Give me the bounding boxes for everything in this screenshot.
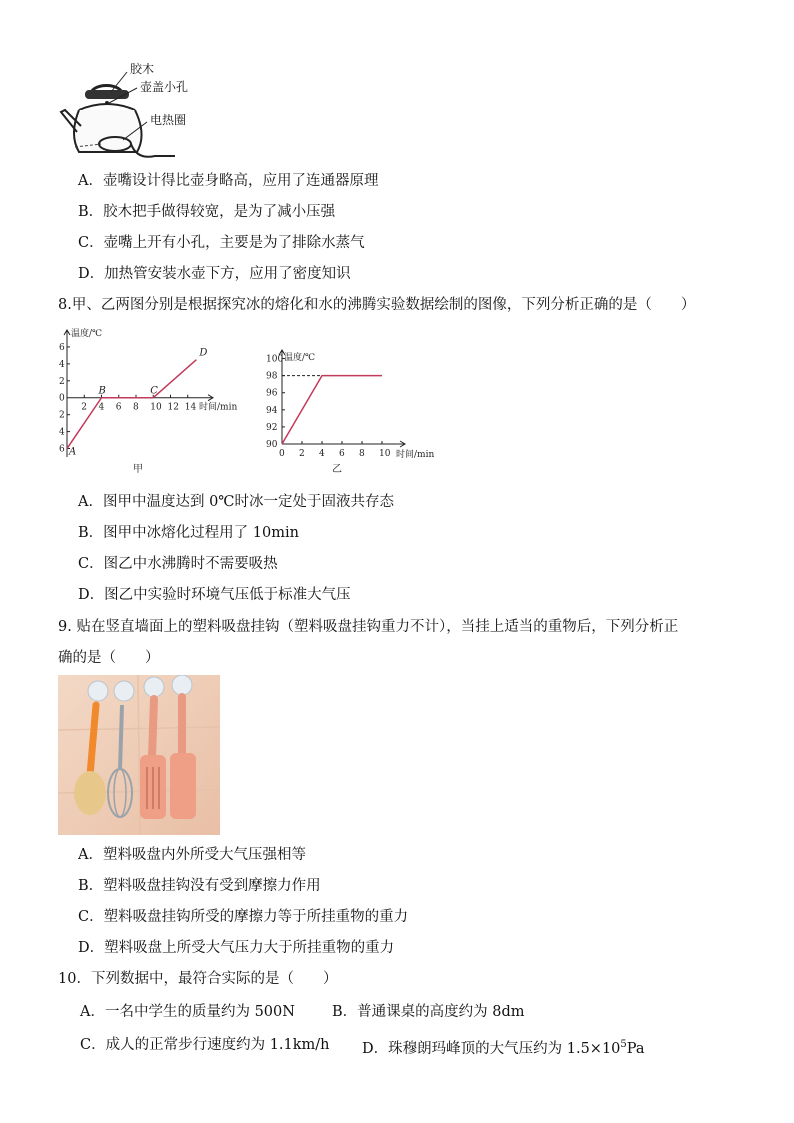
x-tick-label: 8 bbox=[133, 402, 139, 413]
q9-stem-line1: 9. 贴在竖直墙面上的塑料吸盘挂钩（塑料吸盘挂钩重力不计），当挂上适当的重物后，下列分析正 bbox=[58, 619, 679, 635]
y-tick-label: 4 bbox=[59, 359, 65, 370]
y-tick-label: 92 bbox=[266, 422, 278, 433]
q8-stem: 8.甲、乙两图分别是根据探究冰的熔化和水的沸腾实验数据绘制的图像，下列分析正确的是（ ） bbox=[58, 297, 696, 313]
q7-option-b: B．胶木把手做得较宽，是为了减小压强 bbox=[78, 204, 336, 220]
label-coil: 电热圈 bbox=[150, 113, 187, 127]
chart-caption: 乙 bbox=[332, 464, 342, 475]
suction-hooks-photo bbox=[58, 675, 220, 835]
q7-option-c: C．壶嘴上开有小孔，主要是为了排除水蒸气 bbox=[78, 235, 365, 251]
q9-stem-line2: 确的是（ ） bbox=[58, 650, 160, 666]
x-tick-label: 4 bbox=[98, 402, 105, 413]
q8-option-b: B．图甲中冰熔化过程用了 10min bbox=[78, 525, 299, 541]
x-tick-label: 10 bbox=[379, 449, 391, 459]
y-tick-label: 94 bbox=[266, 405, 278, 416]
q10-option-b: B．普通课桌的高度约为 8dm bbox=[332, 1004, 525, 1020]
q7-option-d: D．加热管安装水壶下方，应用了密度知识 bbox=[78, 266, 351, 282]
q9-option-c: C．塑料吸盘挂钩所受的摩擦力等于所挂重物的重力 bbox=[78, 909, 409, 925]
y-tick-label: 0 bbox=[59, 393, 65, 404]
q8-option-d: D．图乙中实验时环境气压低于标准大气压 bbox=[78, 587, 351, 603]
x-tick-label: 4 bbox=[319, 449, 325, 459]
q9-option-a: A．塑料吸盘内外所受大气压强相等 bbox=[78, 847, 306, 863]
x-tick-label: 2 bbox=[299, 449, 305, 459]
x-tick-label: 6 bbox=[115, 402, 122, 413]
q10-option-c: C．成人的正常步行速度约为 1.1km/h bbox=[80, 1037, 330, 1053]
q7-option-a: A．壶嘴设计得比壶身略高，应用了连通器原理 bbox=[78, 173, 379, 189]
chart-yi bbox=[262, 344, 447, 475]
point-label: B bbox=[98, 385, 106, 397]
y-tick-label: 4 bbox=[59, 427, 65, 438]
q9-option-d: D．塑料吸盘上所受大气压力大于所挂重物的重力 bbox=[78, 940, 395, 956]
q10-option-d bbox=[362, 1035, 645, 1059]
chart-caption: 甲 bbox=[133, 464, 143, 475]
q10-stem: 10．下列数据中，最符合实际的是（ ） bbox=[58, 971, 338, 987]
y-tick-label: 100 bbox=[266, 354, 284, 365]
q8-option-a: A．图甲中温度达到 0℃时冰一定处于固液共存态 bbox=[78, 494, 395, 510]
q8-option-c: C．图乙中水沸腾时不需要吸热 bbox=[78, 556, 278, 572]
chart-jia bbox=[55, 322, 255, 475]
q9-option-b: B．塑料吸盘挂钩没有受到摩擦力作用 bbox=[78, 878, 321, 894]
q10-option-d-text: D．珠穆朗玛峰顶的大气压约为 1.5×10 bbox=[362, 1040, 621, 1057]
x-tick-label: 6 bbox=[339, 449, 345, 459]
y-tick-label: 6 bbox=[59, 342, 65, 353]
y-tick-label: 98 bbox=[266, 371, 278, 382]
point-label: D bbox=[199, 347, 208, 359]
x-tick-label: 8 bbox=[359, 449, 365, 459]
q10-option-d-exponent: 5 bbox=[620, 1039, 627, 1050]
x-axis-label: 时间/min bbox=[199, 402, 238, 413]
x-axis-label: 时间/min bbox=[396, 450, 435, 460]
point-label: C bbox=[150, 385, 158, 397]
point-label: A bbox=[69, 446, 77, 458]
q10-option-a: A．一名中学生的质量约为 500N bbox=[80, 1004, 295, 1020]
y-tick-label: 90 bbox=[266, 440, 278, 450]
q10-option-d-unit: Pa bbox=[626, 1040, 645, 1057]
y-axis-label: 温度/℃ bbox=[284, 353, 316, 363]
y-tick-label: 6 bbox=[59, 444, 65, 455]
y-tick-label: 2 bbox=[59, 410, 65, 421]
series-line bbox=[282, 376, 382, 444]
x-tick-label: 0 bbox=[279, 449, 285, 459]
y-tick-label: 2 bbox=[59, 376, 65, 387]
label-lid-hole: 壶盖小孔 bbox=[140, 80, 189, 94]
y-tick-label: 96 bbox=[266, 388, 278, 399]
label-handle: 胶木 bbox=[130, 62, 155, 76]
y-axis-label: 温度/℃ bbox=[71, 329, 103, 339]
x-tick-label: 10 bbox=[150, 402, 162, 413]
x-tick-label: 2 bbox=[81, 402, 87, 413]
x-tick-label: 14 bbox=[184, 402, 197, 413]
x-tick-label: 12 bbox=[167, 402, 179, 413]
